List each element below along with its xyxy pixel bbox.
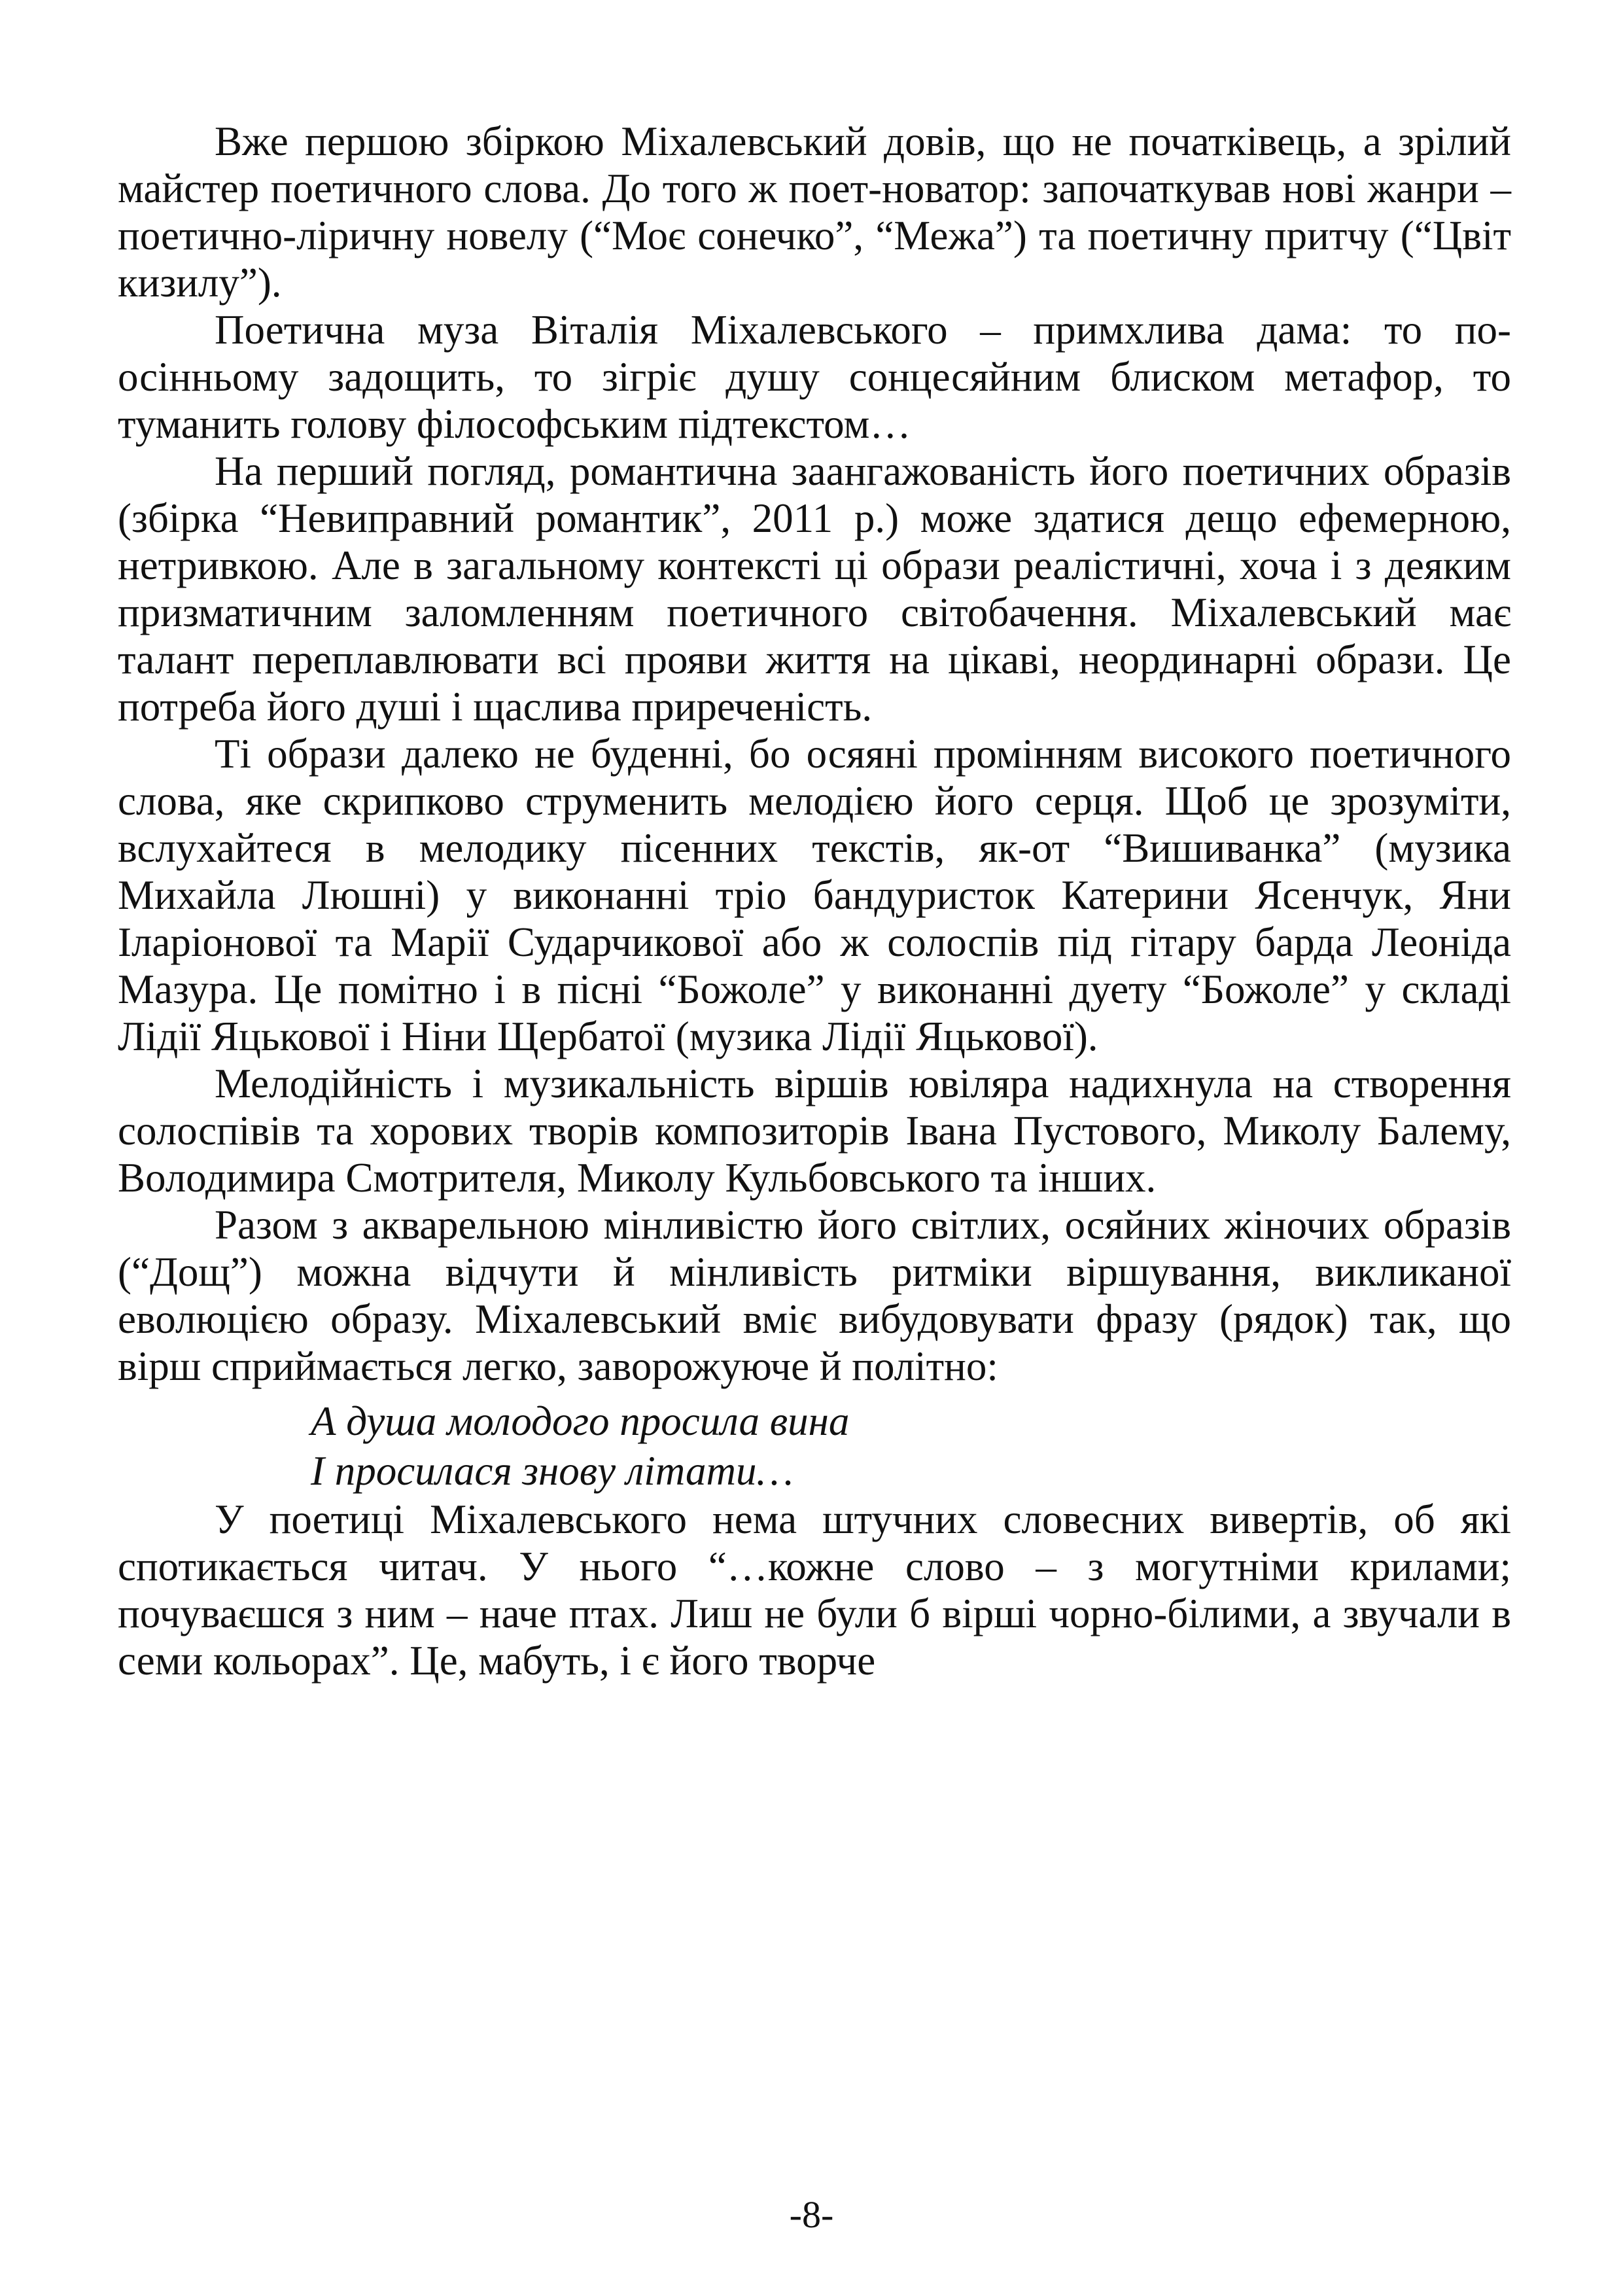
paragraph-4: Ті образи далеко не буденні, бо осяяні промінням високого поетичного слова, яке скрипково струменить мелодією його серця. Щоб це зрозуміти, вслухайтеся в мелодику пісенних текстів, як-от “Вишиванка” (музика Михайла Люшні) у виконанні тріо бандуристок Катерини Ясенчук, Яни Іларіонової та Марії Сударчикової або ж солоспів під гітару барда Леоніда Мазура. Це помітно і в пісні “Божоле” у виконанні дуету “Божоле” у складі Лідії Яцькової і Ніни Щербатої (музика Лідії Яцькової). xyxy=(118,731,1511,1059)
poem-line-1: А душа молодого просила вина xyxy=(311,1398,850,1444)
poem-quote xyxy=(311,1396,1511,1496)
page-number: -8- xyxy=(789,2193,834,2236)
poem-line-2: І просилася знову літати… xyxy=(311,1448,794,1494)
body-text xyxy=(118,118,1511,1684)
paragraph-1: Вже першою збіркою Міхалевський довів, що не початківець, а зрілий майстер поетичного слова. До того ж поет-новатор: започаткував нові жанри – поетично-ліричну новелу (“Моє сонечко”, “Межа”) та поетичну притчу (“Цвіт кизилу”). xyxy=(118,118,1511,306)
paragraph-7: У поетиці Міхалевського нема штучних словесних вивертів, об які спотикається читач. У нього “…кожне слово – з могутніми крилами; почуваєшся з ним – наче птах. Лиш не були б вірші чорно-білими, а звучали в семи кольорах”. Це, мабуть, і є його творче xyxy=(118,1496,1511,1684)
paragraph-5: Мелодійність і музикальність віршів ювіляра надихнула на створення солоспівів та хорових творів композиторів Івана Пустового, Миколу Балему, Володимира Смотрителя, Миколу Кульбовського та інших. xyxy=(118,1061,1511,1201)
paragraph-3: На перший погляд, романтична заангажованість його поетичних образів (збірка “Невиправний романтик”, 2011 р.) може здатися дещо ефемерною, нетривкою. Але в загальному контексті ці образи реалістичні, хоча і з деяким призматичним заломленням поетичного світобачення. Міхалевський має талант переплавлювати всі прояви життя на цікаві, неординарні образи. Це потреба його душі і щаслива приреченість. xyxy=(118,448,1511,730)
paragraph-6: Разом з акварельною мінливістю його світлих, осяйних жіночих образів (“Дощ”) можна відчути й мінливість ритміки віршування, викликаної еволюцією образу. Міхалевський вміє вибудовувати фразу (рядок) так, що вірш сприймається легко, заворожуюче й політно: xyxy=(118,1202,1511,1389)
paragraph-2: Поетична муза Віталія Міхалевського – примхлива дама: то по-осінньому задощить, то зігріє душу сонцесяйним блиском метафор, то туманить голову філософським підтекстом… xyxy=(118,307,1511,447)
